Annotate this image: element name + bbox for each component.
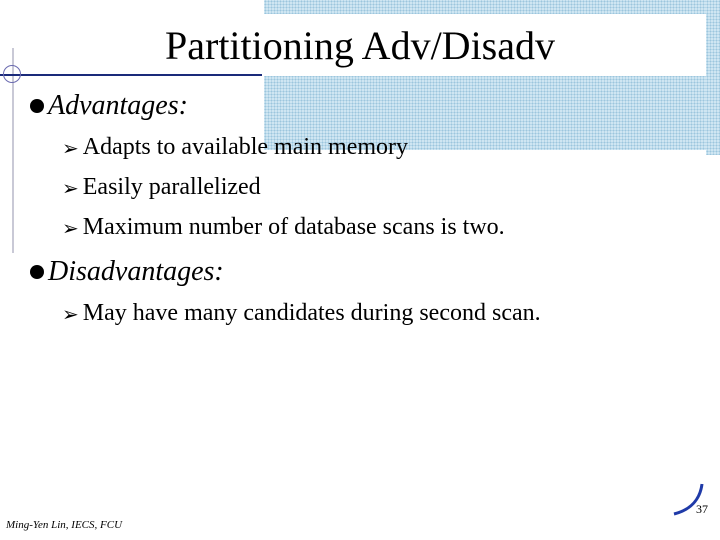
- page-number: 37: [696, 502, 708, 516]
- filled-circle-bullet-icon: [30, 265, 44, 279]
- arrowhead-bullet-icon: ➢: [62, 175, 79, 200]
- list-item: [62, 174, 261, 201]
- arrowhead-bullet-icon: ➢: [62, 301, 79, 326]
- crosshair-circle-icon: [3, 65, 21, 83]
- section-heading: Advantages:: [48, 90, 188, 121]
- horizontal-rule: [0, 74, 262, 76]
- section-disadvantages: [30, 256, 224, 288]
- list-item: [62, 214, 505, 241]
- filled-circle-bullet-icon: [30, 99, 44, 113]
- background-pattern-edge: [706, 0, 720, 155]
- section-advantages: [30, 90, 188, 122]
- list-item: [62, 134, 408, 161]
- slide-title: Partitioning Adv/Disadv: [70, 22, 650, 70]
- arrowhead-bullet-icon: ➢: [62, 135, 79, 160]
- list-item-text: May have many candidates during second scan.: [82, 300, 541, 326]
- list-item-text: Adapts to available main memory: [82, 134, 409, 160]
- list-item-text: Easily parallelized: [82, 174, 261, 200]
- section-heading: Disadvantages:: [48, 256, 224, 287]
- list-item-text: Maximum number of database scans is two.: [82, 214, 505, 240]
- footer-credit: Ming-Yen Lin, IECS, FCU: [6, 519, 123, 531]
- arrowhead-bullet-icon: ➢: [62, 215, 79, 240]
- list-item: [62, 300, 541, 327]
